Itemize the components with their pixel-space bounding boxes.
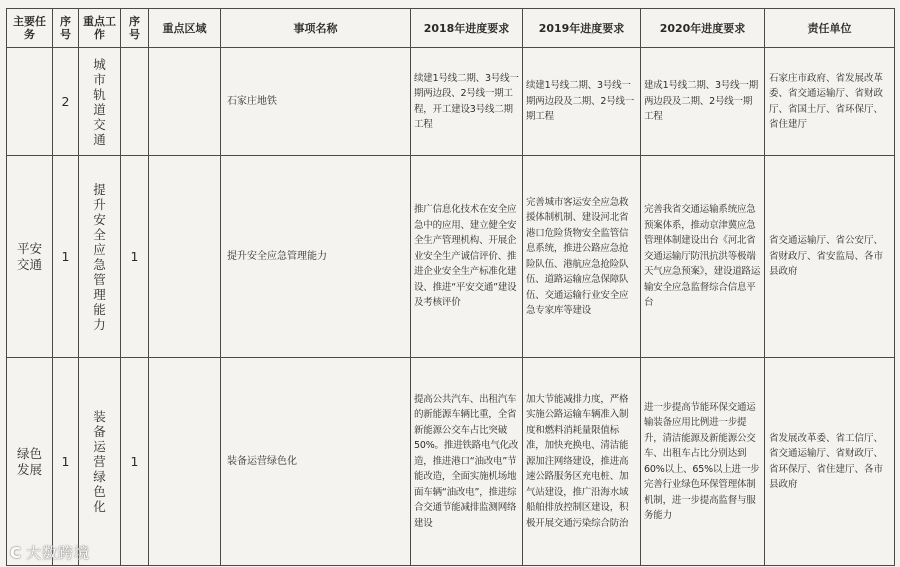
progress-table <box>6 8 895 566</box>
row-2020: 进一步提高节能环保交通运输装备应用比例进一步提升，清洁能源及新能源公交车、出租车占比分别达到60%以上、65%以上进一步完善行业绿色环保管理体制机制，进一步提高监督与服务能力 <box>641 358 765 566</box>
table-row <box>7 358 895 566</box>
row-resp: 省交通运输厅、省公安厅、省财政厅、省安监局、各市县政府 <box>765 156 895 358</box>
row-seq2: 1 <box>121 156 149 358</box>
row-item: 提升安全应急管理能力 <box>221 156 411 358</box>
row-work: 装备运营绿色化 <box>79 358 121 566</box>
row-2019: 加大节能减排力度，严格实施公路运输车辆准入制度和燃料消耗量限值标准，加快充换电、清洁能源加注网络建设，推进高速公路服务区充电桩、加气站建设，推广沿海水域船舶排放控制区建设，积极开展交通污染综合防治 <box>523 358 641 566</box>
row-item: 装备运营绿色化 <box>221 358 411 566</box>
header-seq2: 序号 <box>121 9 149 48</box>
row-resp: 石家庄市政府、省发展改革委、省交通运输厅、省财政厅、省国土厅、省环保厅、省住建厅 <box>765 48 895 156</box>
row-area <box>149 358 221 566</box>
header-item: 事项名称 <box>221 9 411 48</box>
row-task: 绿色发展 <box>7 358 53 566</box>
row-2020: 建成1号线二期、3号线一期两边段及二期、2号线一期工程 <box>641 48 765 156</box>
header-area: 重点区域 <box>149 9 221 48</box>
row-work: 城市轨道交通 <box>79 48 121 156</box>
row-item: 石家庄地铁 <box>221 48 411 156</box>
row-seq1: 1 <box>53 156 79 358</box>
row-2020: 完善我省交通运输系统应急预案体系，推动京津冀应急管理体制建设出台《河北省交通运输厅防汛抗洪等极端天气应急预案》，建设道路运输安全应急监督综合信息平台 <box>641 156 765 358</box>
row-work: 提升安全应急管理能力 <box>79 156 121 358</box>
watermark-logo-icon: C <box>10 544 23 562</box>
header-task: 主要任务 <box>7 9 53 48</box>
row-resp: 省发展改革委、省工信厅、省交通运输厅、省财政厅、省环保厅、省住建厅、各市县政府 <box>765 358 895 566</box>
header-2019: 2019年进度要求 <box>523 9 641 48</box>
row-area <box>149 48 221 156</box>
row-2019: 完善城市客运安全应急救援体制机制、建设河北省港口危险货物安全监管信息系统，推进公路应急抢险队伍、港航应急抢险队伍、道路运输应急保障队伍、交通运输行业安全应急专家库等建设 <box>523 156 641 358</box>
header-resp: 责任单位 <box>765 9 895 48</box>
row-seq2 <box>121 48 149 156</box>
watermark-text: 大数跨境 <box>26 544 91 562</box>
table-row <box>7 156 895 358</box>
row-2018: 提高公共汽车、出租汽车的新能源车辆比重，全省新能源公交车占比突破50%。推进铁路电气化改造，推进港口“油改电”节能改造，全面实施机场地面车辆“油改电”，推进综合交通节能减排监测网络建设 <box>411 358 523 566</box>
row-task: 平安交通 <box>7 156 53 358</box>
row-seq2: 1 <box>121 358 149 566</box>
header-seq1: 序号 <box>53 9 79 48</box>
row-area <box>149 156 221 358</box>
document-sheet <box>6 8 894 560</box>
row-seq1: 2 <box>53 48 79 156</box>
header-work: 重点工作 <box>79 9 121 48</box>
table-row <box>7 48 895 156</box>
row-task <box>7 48 53 156</box>
header-row <box>7 9 895 48</box>
header-2020: 2020年进度要求 <box>641 9 765 48</box>
row-2018: 续建1号线二期、3号线一期两边段、2号线一期工程，开工建设3号线二期工程 <box>411 48 523 156</box>
row-seq1: 1 <box>53 358 79 566</box>
watermark <box>10 542 90 563</box>
row-2019: 续建1号线二期、3号线一期两边段及二期、2号线一期工程 <box>523 48 641 156</box>
row-2018: 推广信息化技术在安全应急中的应用、建立健全安全生产管理机构、开展企业安全生产诚信评价、推进企业安全生产标准化建设、推进“平安交通”建设及考核评价 <box>411 156 523 358</box>
header-2018: 2018年进度要求 <box>411 9 523 48</box>
